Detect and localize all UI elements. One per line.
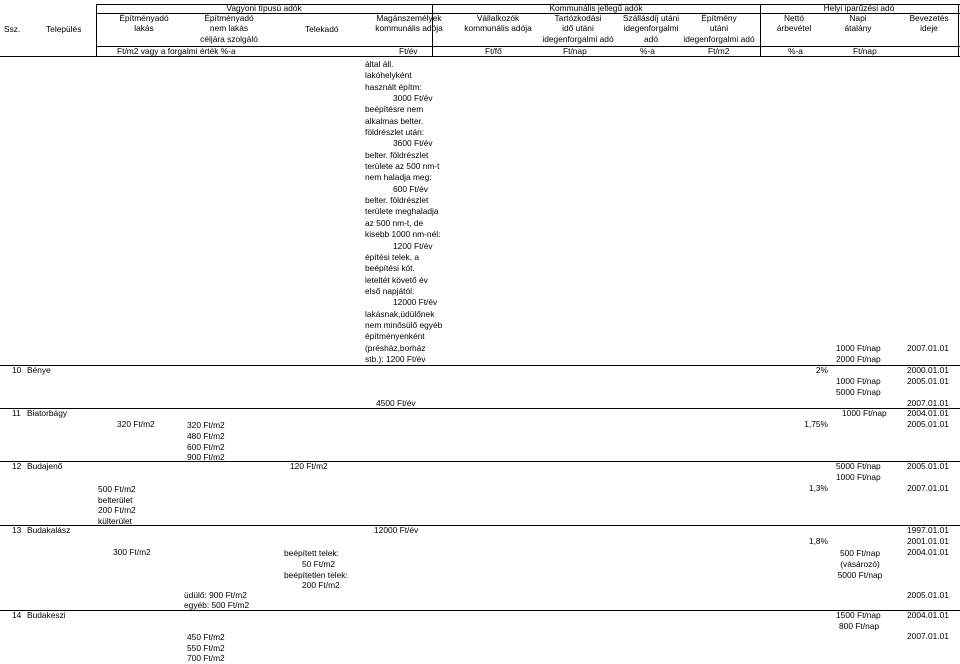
- row-budakeszi-date-1: 2004.01.01: [907, 610, 949, 620]
- continued-napi-1: 1000 Ft/nap: [836, 343, 881, 353]
- row-budajeno-date-1: 2005.01.01: [907, 461, 949, 471]
- header-napi: Napi átalány: [844, 13, 872, 34]
- row-biatorbagy-lakas: 320 Ft/m2 480 Ft/m2 600 Ft/m2 900 Ft/m2: [187, 420, 225, 463]
- row-budakalasz-napi: 500 Ft/nap (vásározó) 5000 Ft/nap: [837, 548, 883, 580]
- header-szallasdij: Szállásdíj utáni idegenforgalmi adó: [622, 13, 680, 44]
- row-budakalasz-nem-lakas: 300 Ft/m2: [113, 547, 151, 557]
- row-biatorbagy-nem-lakas: 320 Ft/m2: [117, 419, 155, 429]
- row-budakeszi-napi-1: 1500 Ft/nap: [836, 610, 881, 620]
- row-benye-date-2: 2005.01.01: [907, 376, 949, 386]
- header-vallalkozok: Vállalkozók kommunális adója: [464, 13, 532, 34]
- continued-napi-2: 2000 Ft/nap: [836, 354, 881, 364]
- row-biatorbagy-napi-1: 1000 Ft/nap: [842, 408, 887, 418]
- unit-napi: Ft/nap: [853, 46, 877, 56]
- row-budakalasz-date-2: 2001.01.01: [907, 536, 949, 546]
- row-border-12: [0, 461, 960, 462]
- header-group-helyi-ipar: Helyi iparűzési adó: [823, 3, 895, 13]
- header-maganszemelyek: Magánszemélyek kommunális adója: [375, 13, 443, 34]
- row-benye-date-3: 2007.01.01: [907, 398, 949, 408]
- row-budajeno-nem-lakas: 500 Ft/m2 belterület 200 Ft/m2 külterület: [98, 484, 136, 526]
- unit-epitmeny: Ft/m2 vagy a forgalmi érték %-a: [117, 46, 236, 56]
- row-biatorbagy-date-1: 2004.01.01: [907, 408, 949, 418]
- row-biatorbagy-ssz: 11: [12, 408, 21, 418]
- row-budakalasz-name: Budakalász: [27, 525, 71, 535]
- header-group-kommunalis: Kommunális jellegű adók: [549, 3, 643, 13]
- row-biatorbagy-netto: 1,75%: [804, 419, 828, 429]
- row-budakeszi-name: Budakeszi: [27, 610, 66, 620]
- unit-tart: Ft/nap: [563, 46, 587, 56]
- row-budakeszi-date-2: 2007.01.01: [907, 631, 949, 641]
- header-tartozkodasi: Tartózkodási idő utáni idegenforgalmi adó: [542, 13, 614, 44]
- row-benye-vallalkozok: 4500 Ft/év: [376, 398, 416, 408]
- row-budakeszi-ssz: 14: [12, 610, 22, 620]
- header-epitmeny-ifa: Építmény utáni idegenforgalmi adó: [683, 13, 755, 44]
- row-budajeno-telekado: 120 Ft/m2: [290, 461, 328, 471]
- row-benye-napi-1: 1000 Ft/nap: [836, 376, 881, 386]
- row-budakalasz-ssz: 13: [12, 525, 22, 535]
- header-bottom-border: [0, 56, 960, 57]
- row-budakalasz-date-4: 2005.01.01: [907, 590, 949, 600]
- continued-telekado-text: által áll. lakóhelyként használt építm: 3000 Ft/év beépítésre nem alkalmas belter. földrészlet után: 3600 Ft/év belter. földrészlet területe az 500 nm-t nem haladja meg: 600 Ft/év belter. földrészlet területe meghaladja az 500 nm-t, de kisebb 1000 nm-nél: 1200 Ft/év építési telek, a beépítési köt. leteltét követő év első napjától: 12000 Ft/év lakásnak,üdülőnek nem minősülő egyéb építményenként (présház,borház stb.): 1200 Ft/év: [365, 59, 443, 364]
- row-budakeszi-lakas: 450 Ft/m2 550 Ft/m2 700 Ft/m2: [187, 632, 225, 663]
- row-benye-netto: 2%: [815, 365, 828, 375]
- row-budajeno-name: Budajenő: [27, 461, 63, 471]
- header-group-vagyoni: Vagyoni típusú adók: [226, 3, 302, 13]
- row-budakalasz-telekado: beépített telek: 50 Ft/m2 beépítetlen telek: 200 Ft/m2: [284, 548, 348, 591]
- row-border-13: [0, 525, 960, 526]
- continued-date-1: 2007.01.01: [907, 343, 949, 353]
- header-epitmenyado-lakas: Építményadó lakás: [119, 13, 169, 34]
- header-ssz: Ssz.: [4, 24, 21, 34]
- row-budajeno-ssz: 12: [12, 461, 22, 471]
- header-telekado: Telekadó: [305, 24, 339, 34]
- row-benye-napi-2: 5000 Ft/nap: [836, 387, 881, 397]
- row-budakalasz-lakas-udulo: üdülő: 900 Ft/m2: [184, 590, 247, 600]
- unit-netto: %-a: [788, 46, 803, 56]
- row-budakalasz-date-3: 2004.01.01: [907, 547, 949, 557]
- row-benye-ssz: 10: [12, 365, 22, 375]
- header-epitmenyado-nem-lakas: Építményadó nem lakás céljára szolgáló: [200, 13, 258, 44]
- header-bevezetes: Bevezetés ideje: [909, 13, 949, 34]
- row-budajeno-napi-1: 5000 Ft/nap: [836, 461, 881, 471]
- row-budajeno-date-2: 2007.01.01: [907, 483, 949, 493]
- row-budajeno-netto: 1,3%: [808, 483, 828, 493]
- row-border-14: [0, 610, 960, 611]
- row-budakalasz-date-1: 1997.01.01: [907, 525, 949, 535]
- row-budakeszi-napi-2: 800 Ft/nap: [839, 621, 880, 631]
- row-budakalasz-netto: 1,8%: [808, 536, 828, 546]
- row-budajeno-napi-2: 1000 Ft/nap: [836, 472, 881, 482]
- row-benye-date-1: 2000.01.01: [907, 365, 949, 375]
- header-telepules: Település: [46, 24, 82, 34]
- unit-epit: Ft/m2: [708, 46, 730, 56]
- row-biatorbagy-name: Biatorbágy: [27, 408, 68, 418]
- unit-mag: Ft/év: [399, 46, 418, 56]
- row-budakalasz-lakas-egyeb: egyéb: 500 Ft/m2: [184, 600, 250, 610]
- unit-szall: %-a: [640, 46, 655, 56]
- header-netto: Nettó árbevétel: [776, 13, 812, 34]
- row-biatorbagy-date-2: 2005.01.01: [907, 419, 949, 429]
- unit-vall: Ft/fő: [485, 46, 502, 56]
- row-budakalasz-vallalkozok: 12000 Ft/év: [374, 525, 419, 535]
- row-benye-name: Bénye: [27, 365, 51, 375]
- row-border-11: [0, 408, 960, 409]
